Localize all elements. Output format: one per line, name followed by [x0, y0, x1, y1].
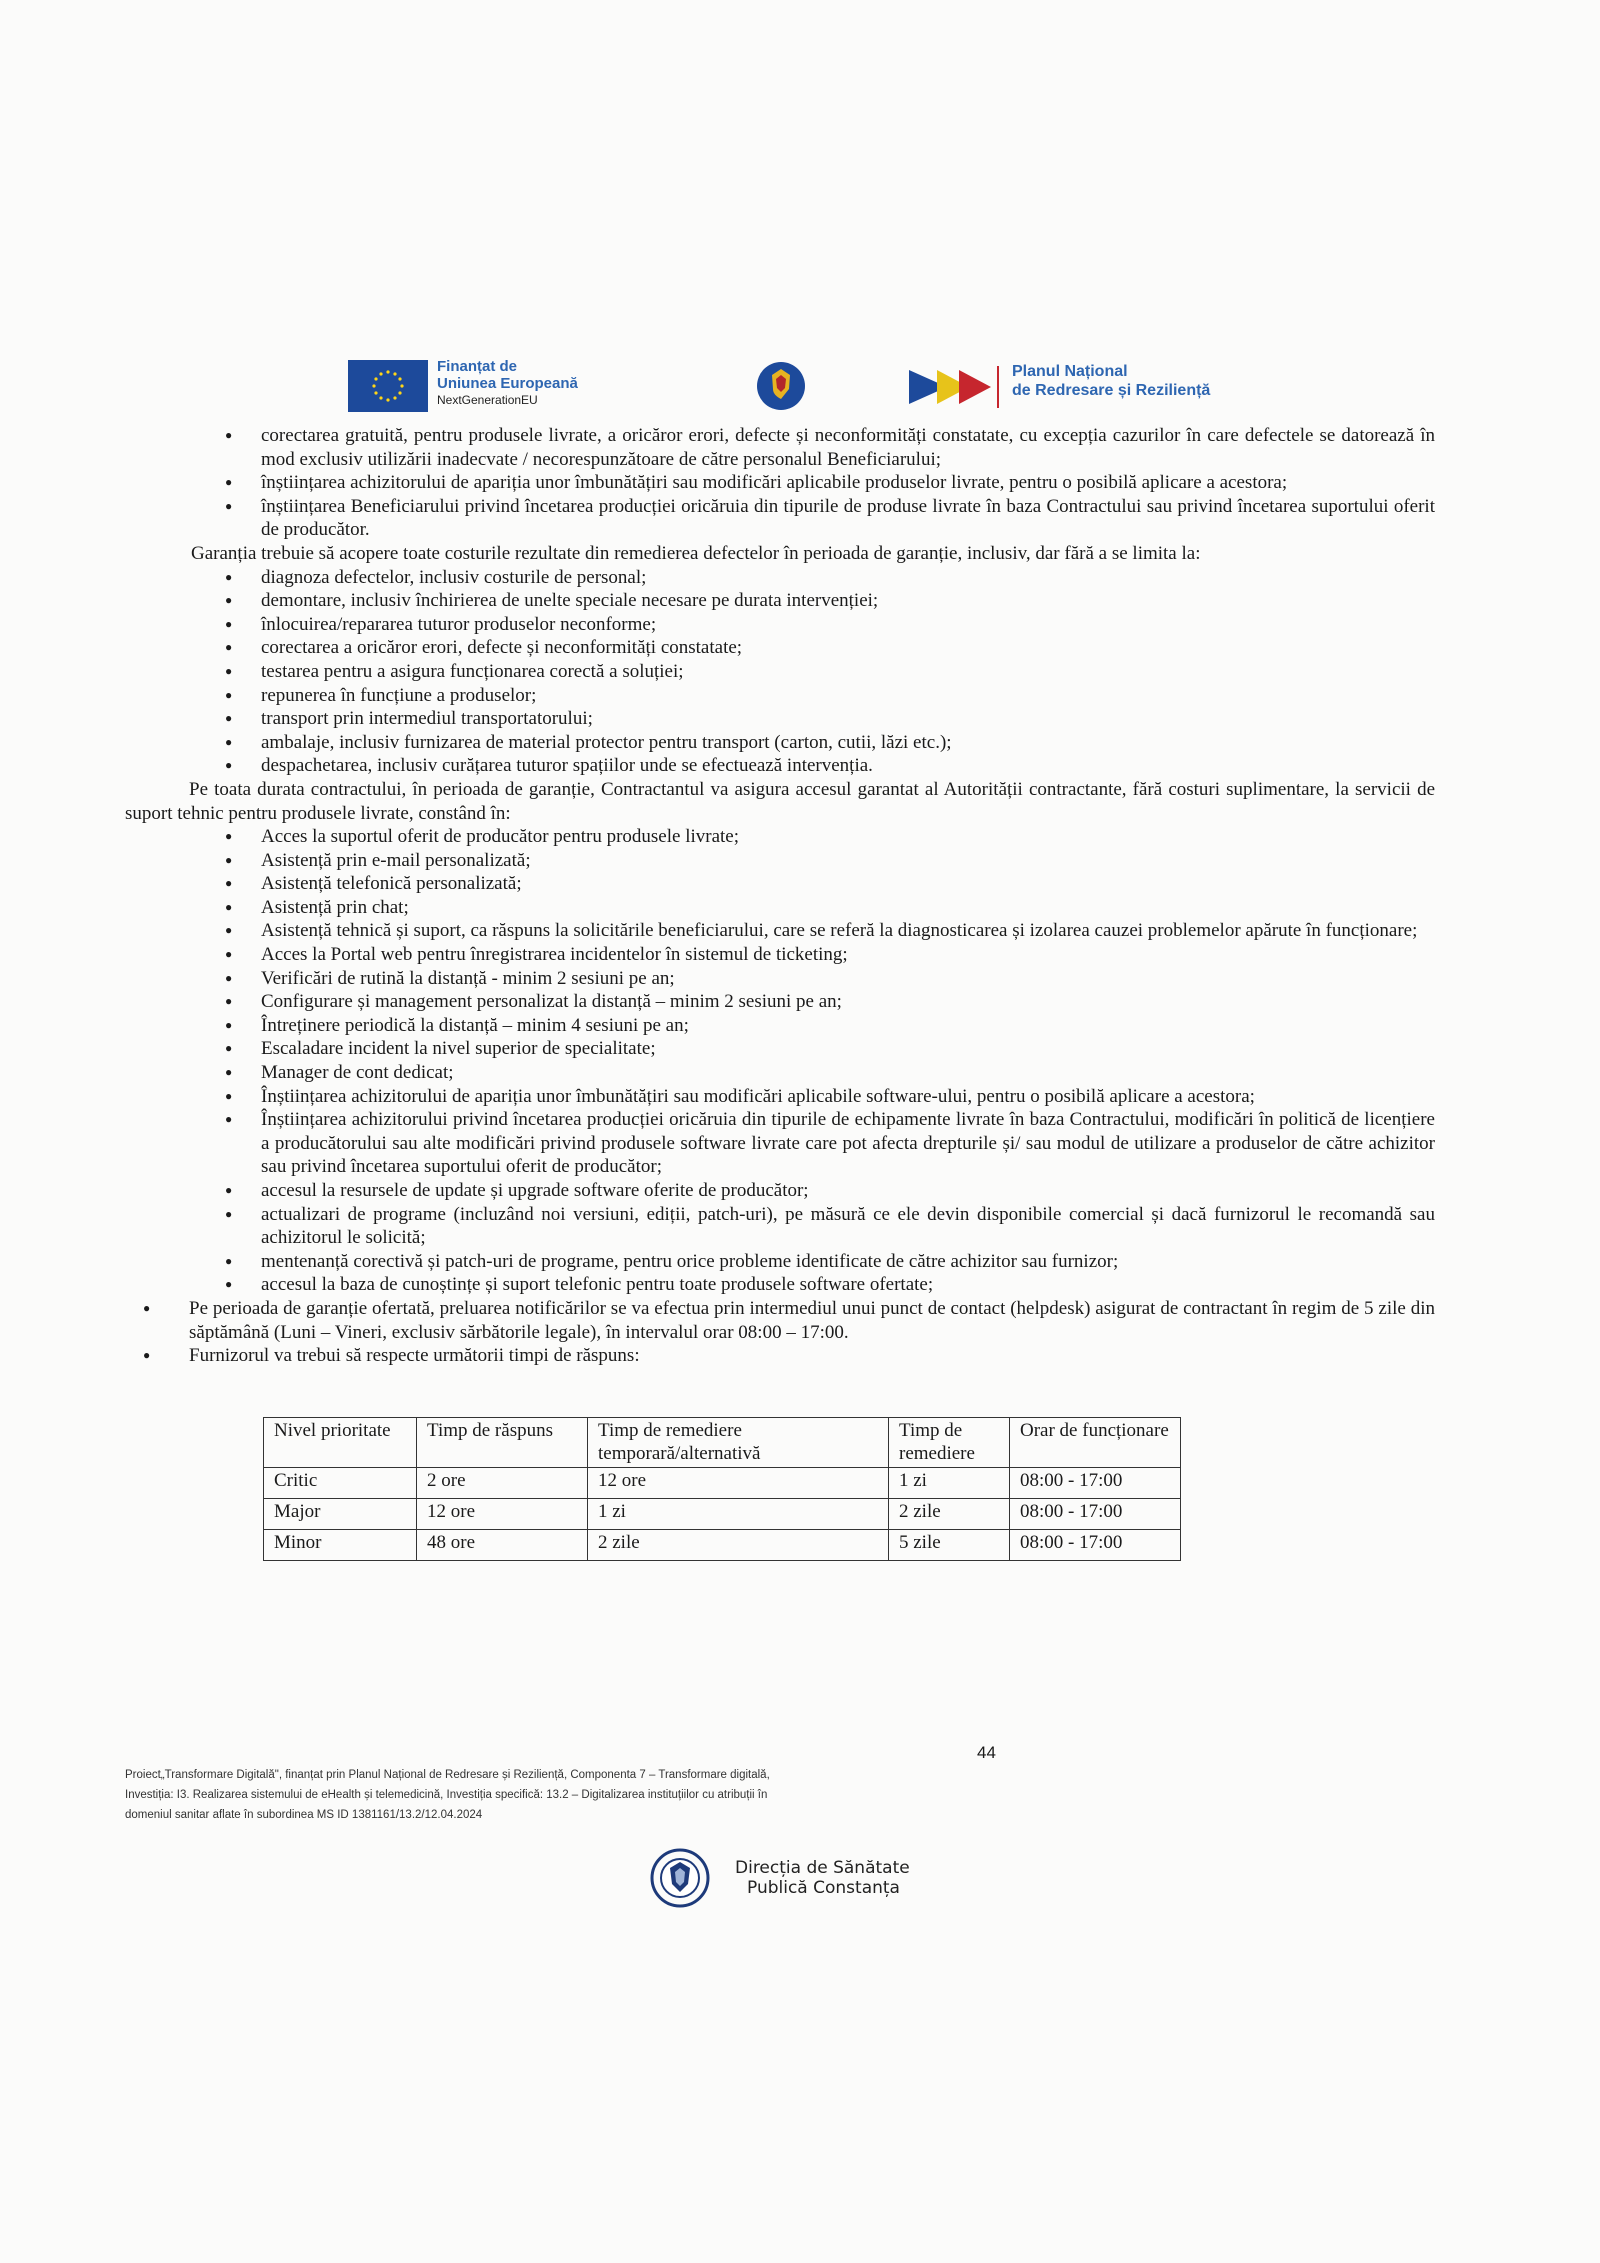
list-item: ● mentenanță corectivă și patch-uri de programe, pentru orice probleme identificate de către achizitor sau furnizor; [125, 1250, 1435, 1274]
paragraph-guarantee: Garanția trebuie să acopere toate costurile rezultate din remedierea defectelor în perioada de garanție, inclusiv, dar fără a se limita la: [191, 542, 1201, 564]
document-body [125, 424, 1435, 1368]
dsp-line-1: Direcția de Sănătate [735, 1858, 910, 1878]
bullet-list-obligations [125, 424, 1435, 542]
list-item: ● corectarea a oricăror erori, defecte și neconformități constatate; [125, 636, 1435, 660]
pnrr-line-2: de Redresare și Reziliență [1012, 382, 1211, 399]
list-item: ● transport prin intermediul transportatorului; [125, 707, 1435, 731]
list-item: ● Acces la suportul oferit de producător pentru produsele livrate; [125, 825, 1435, 849]
eu-line-2: Uniunea Europeană [437, 375, 578, 392]
table-header-cell: Timp de remediere temporară/alternativă [588, 1418, 889, 1468]
list-item: ● Asistență prin e-mail personalizată; [125, 849, 1435, 873]
list-item: ● despachetarea, inclusiv curățarea tuturor spațiilor unde se efectuează intervenția. [125, 754, 1435, 778]
table-cell: 48 ore [417, 1530, 588, 1561]
list-item: ● actualizari de programe (incluzând noi versiuni, ediții, patch-uri), pe măsură ce ele devin disponibile comercial și dacă furnizorul le recomandă sau achizitorul le solicită; [125, 1203, 1435, 1250]
table-cell: 1 zi [588, 1499, 889, 1530]
dsp-label [735, 1858, 910, 1898]
table-cell: 12 ore [588, 1468, 889, 1499]
table-cell: 5 zile [889, 1530, 1010, 1561]
list-item: ● Asistență prin chat; [125, 896, 1435, 920]
table-cell: 2 zile [588, 1530, 889, 1561]
list-item: ● ambalaje, inclusiv furnizarea de material protector pentru transport (carton, cutii, lăzi etc.); [125, 731, 1435, 755]
table-header-cell: Timp de răspuns [417, 1418, 588, 1468]
list-item: ● Furnizorul va trebui să respecte următorii timpi de răspuns: [125, 1344, 1435, 1368]
footnote-line: domeniul sanitar aflate în subordinea MS ID 1381161/13.2/12.04.2024 [125, 1809, 483, 1821]
table-cell: 1 zi [889, 1468, 1010, 1499]
table-cell: 08:00 - 17:00 [1010, 1530, 1181, 1561]
list-item: ● accesul la baza de cunoștințe și suport telefonic pentru toate produsele software ofertate; [125, 1273, 1435, 1297]
eu-line-1: Finanțat de [437, 358, 518, 375]
table-header-cell: Orar de funcționare [1010, 1418, 1181, 1468]
table-row [264, 1530, 1181, 1561]
dsp-seal-icon [650, 1848, 710, 1908]
pnrr-label [1012, 362, 1210, 400]
eu-line-3: NextGenerationEU [437, 393, 538, 407]
table-row [264, 1499, 1181, 1530]
list-item: ● Escaladare incident la nivel superior de specialitate; [125, 1037, 1435, 1061]
table-cell: 08:00 - 17:00 [1010, 1499, 1181, 1530]
list-item: ● Verificări de rutină la distanță - minim 2 sesiuni pe an; [125, 967, 1435, 991]
footnote-line: Proiect„Transformare Digitală", finanțat prin Planul Național de Redresare și Reziliență, Componenta 7 – Transformare digitală, [125, 1769, 770, 1781]
table-header-row [264, 1418, 1181, 1468]
list-item: ● Configurare și management personalizat la distanță – minim 2 sesiuni pe an; [125, 990, 1435, 1014]
bullet-list-guarantee-costs [125, 566, 1435, 778]
table-cell: Major [264, 1499, 417, 1530]
table-cell: 2 ore [417, 1468, 588, 1499]
romania-crest-icon [756, 359, 806, 413]
table-cell: Minor [264, 1530, 417, 1561]
paragraph-support: Pe toata durata contractului, în perioada de garanție, Contractantul va asigura accesul garantat al Autorității contractante, fără costuri suplimentare, la servicii de suport tehnic pentru produsele livrate, constând în: [125, 778, 1435, 824]
table-cell: Critic [264, 1468, 417, 1499]
bullet-list-support-services [125, 825, 1435, 1297]
list-item: ● Asistență tehnică și suport, ca răspuns la solicitările beneficiarului, care se referă la diagnosticarea și izolarea cauzei problemelor apărute în funcționare; [125, 919, 1435, 943]
pnrr-logo-icon [907, 362, 1003, 412]
list-item: ● diagnoza defectelor, inclusiv costurile de personal; [125, 566, 1435, 590]
list-item: ● corectarea gratuită, pentru produsele livrate, a oricăror erori, defecte și neconformități constatate, cu excepția cazurilor în care defectele se datorează în mod exclusiv utilizării inadecvate / necorespunzătoare de către personalul Beneficiarului; [125, 424, 1435, 471]
table-cell: 08:00 - 17:00 [1010, 1468, 1181, 1499]
list-item: ● repunerea în funcțiune a produselor; [125, 684, 1435, 708]
list-item: ● testarea pentru a asigura funcționarea corectă a soluției; [125, 660, 1435, 684]
dsp-line-2: Publică Constanța [747, 1878, 900, 1898]
header-logos [0, 356, 1600, 416]
response-times-table [263, 1417, 1181, 1561]
list-item: ● Înștiințarea achizitorului de apariția unor îmbunătățiri sau modificări aplicabile software-ului, pentru o posibilă aplicare a acestora; [125, 1085, 1435, 1109]
eu-flag-icon [348, 360, 428, 412]
list-item: ● înlocuirea/repararea tuturor produselor neconforme; [125, 613, 1435, 637]
list-item: ● Pe perioada de garanție ofertată, preluarea notificărilor se va efectua prin intermediul unui punct de contact (helpdesk) asigurat de contractant în regim de 5 zile din săptămână (Luni – Vineri, exclusiv sărbătorile legale), în intervalul orar 08:00 – 17:00. [125, 1297, 1435, 1344]
pnrr-line-1: Planul Național [1012, 363, 1128, 380]
list-item: ● Manager de cont dedicat; [125, 1061, 1435, 1085]
table-cell: 12 ore [417, 1499, 588, 1530]
list-item: ● Acces la Portal web pentru înregistrarea incidentelor în sistemul de ticketing; [125, 943, 1435, 967]
table-header-cell: Nivel prioritate [264, 1418, 417, 1468]
list-item: ● Asistență telefonică personalizată; [125, 872, 1435, 896]
footnote-line: Investiția: I3. Realizarea sistemului de eHealth și telemedicină, Investiția specifică: 13.2 – Digitalizarea instituțiilor cu atribuții în [125, 1789, 768, 1801]
list-item: ● accesul la resursele de update și upgrade software oferite de producător; [125, 1179, 1435, 1203]
list-item: ● demontare, inclusiv închirierea de unelte speciale necesare pe durata intervenției; [125, 589, 1435, 613]
list-item: ● înștiințarea achizitorului de apariția unor îmbunătățiri sau modificări aplicabile produselor livrate, pentru o posibilă aplicare a acestora; [125, 471, 1435, 495]
table-cell: 2 zile [889, 1499, 1010, 1530]
table-row [264, 1468, 1181, 1499]
page-number: 44 [977, 1743, 996, 1762]
bullet-list-helpdesk [125, 1297, 1435, 1368]
table-header-cell: Timp de remediere [889, 1418, 1010, 1468]
list-item: ● Întreținere periodică la distanță – minim 4 sesiuni pe an; [125, 1014, 1435, 1038]
list-item: ● Înștiințarea achizitorului privind încetarea producției oricăruia din tipurile de echipamente livrate în baza Contractului, modificări în politică de licențiere a producătorului sau alte modificări privind produsele software livrate care pot afecta drepturile și/ sau modul de utilizare a produselor de către achizitor sau privind încetarea suportului oferit de producător; [125, 1108, 1435, 1179]
list-item: ● înștiințarea Beneficiarului privind încetarea producției oricăruia din tipurile de produse livrate în baza Contractului sau privind încetarea suportului oferit de producător. [125, 495, 1435, 542]
project-footnote [125, 1765, 985, 1825]
eu-funding-label [437, 358, 578, 409]
